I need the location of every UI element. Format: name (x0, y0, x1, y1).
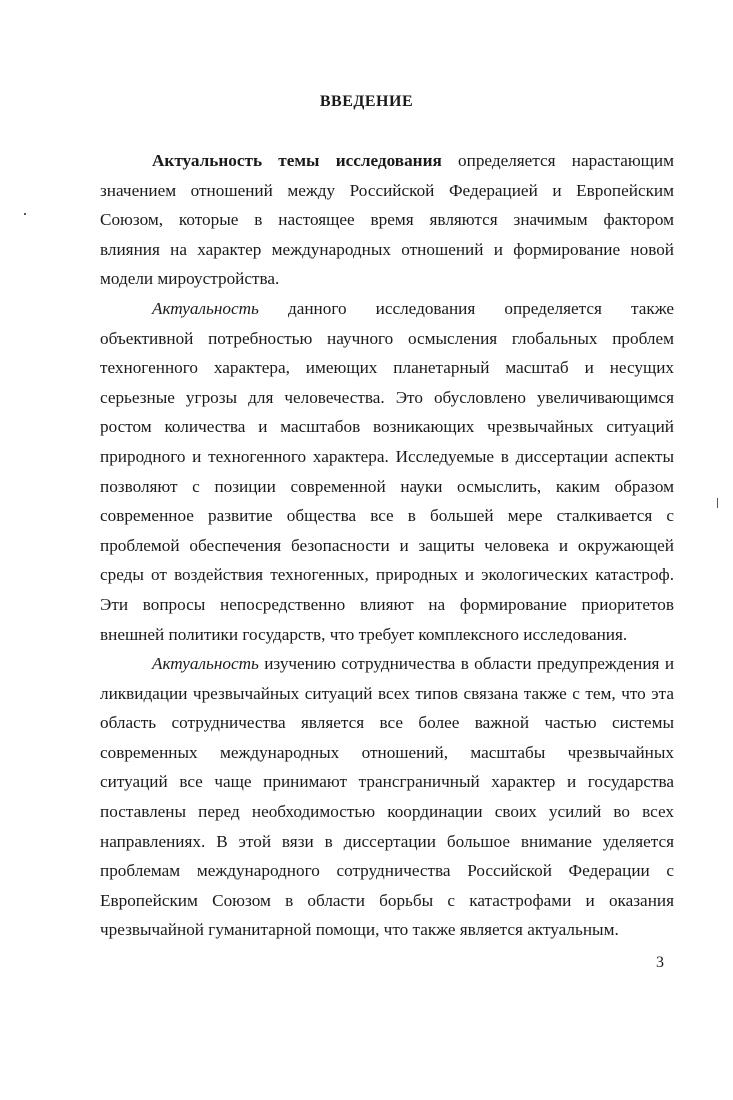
text-line: Актуальность данного исследования определяется также (152, 298, 674, 318)
text-line: Союзом, которые в настоящее время являются значимым фактором (100, 210, 674, 230)
text-line: ликвидации чрезвычайных ситуаций всех типов связана также с тем, что эта (100, 683, 674, 703)
text-line: значением отношений между Российской Федерацией и Европейским (100, 180, 674, 200)
text-line: поставлены перед необходимостью координации своих усилий во всех (100, 802, 674, 822)
text-line: современных международных отношений, масштабы чрезвычайных (100, 742, 674, 762)
bold-lead: Актуальность темы исследования (152, 151, 442, 170)
text-line: влияния на характер международных отношений и формирование новой (100, 239, 674, 259)
text-line: проблемой обеспечения безопасности и защиты человека и окружающей (100, 535, 674, 555)
italic-lead: Актуальность (152, 298, 259, 318)
text-line: направлениях. В этой вязи в диссертации большое внимание уделяется (100, 831, 674, 851)
text-line: область сотрудничества является все более важной частью системы (100, 713, 674, 733)
text-line: Актуальность изучению сотрудничества в области предупреждения и (152, 654, 675, 674)
text-line: природного и техногенного характера. Исследуемые в диссертации аспекты (100, 446, 674, 466)
body-text (100, 146, 674, 945)
text-line: современное развитие общества все в большей мере сталкивается с (100, 506, 674, 526)
scan-edge-mark (717, 498, 718, 508)
text-line: ситуаций все чаще принимают трансграничный характер и государства (100, 772, 674, 792)
paragraph-relevance-study (100, 294, 674, 649)
text-line: проблемам международного сотрудничества Российской Федерации с (100, 861, 674, 881)
text-line: серьезные угрозы для человечества. Это обусловлено увеличивающимся (100, 387, 674, 407)
text-line: техногенного характера, имеющих планетарный масштаб и несущих (100, 358, 674, 378)
text-line: среды от воздействия техногенных, природных и экологических катастроф. (100, 565, 674, 585)
text-line: позволяют с позиции современной науки осмыслить, каким образом (100, 476, 674, 496)
text-line: объективной потребностью научного осмысления глобальных проблем (100, 328, 674, 348)
text-line: Европейским Союзом в области борьбы с катастрофами и оказания (100, 890, 674, 910)
paragraph-relevance-cooperation (100, 649, 674, 945)
text-line: внешней политики государств, что требует комплексного исследования. (100, 624, 628, 644)
paragraph-relevance-topic (100, 146, 674, 294)
text-line: Актуальность темы исследования определяется нарастающим (152, 151, 674, 170)
text-line: модели мироустройства. (100, 269, 280, 289)
italic-lead: Актуальность (152, 654, 259, 674)
scan-speck (24, 213, 26, 215)
page-number: 3 (656, 954, 664, 971)
text-line: ростом количества и масштабов возникающих чрезвычайных ситуаций (100, 417, 674, 437)
text-line: Эти вопросы непосредственно влияют на формирование приоритетов (100, 594, 674, 614)
page-title: ВВЕДЕНИЕ (319, 93, 414, 110)
text-line: чрезвычайной гуманитарной помощи, что также является актуальным. (100, 920, 619, 940)
